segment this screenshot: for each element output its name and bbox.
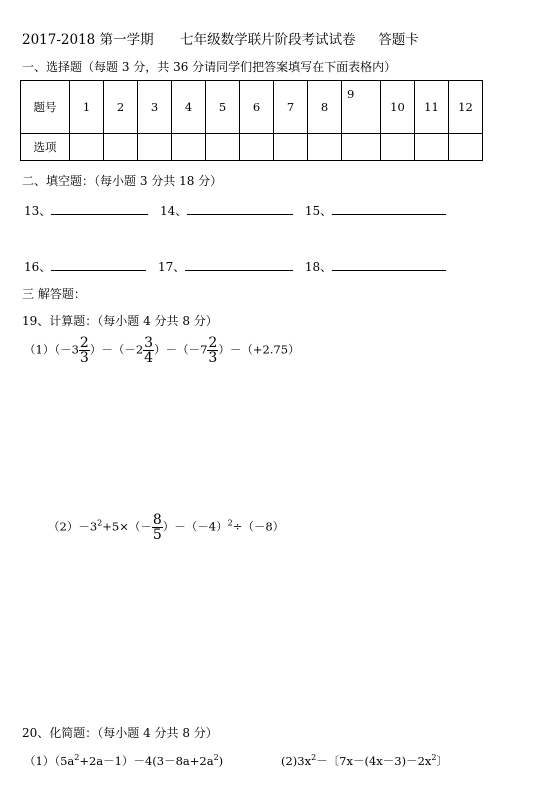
fraction-denominator: 3 — [79, 350, 89, 366]
expr-text: ）－（+2.75） — [218, 342, 300, 357]
fill-in-blank-15[interactable] — [332, 202, 446, 215]
answer-cell[interactable] — [70, 134, 104, 161]
term-label: 2017-2018 第一学期 — [22, 32, 154, 48]
question-number-cell: 5 — [206, 81, 240, 134]
fill-in-label-16: 16、 — [24, 260, 52, 274]
table-row-answers — [21, 134, 483, 161]
expr-text: ÷（－8） — [232, 519, 285, 534]
q19-part1-label: （1） — [24, 342, 55, 357]
question-number-cell: 12 — [449, 81, 483, 134]
fraction-denominator: 5 — [152, 527, 162, 543]
answer-card-label: 答题卡 — [378, 32, 419, 48]
fraction-numerator: 2 — [79, 335, 89, 351]
answer-table — [20, 80, 483, 161]
q19-part1-expression — [24, 336, 300, 365]
row-label-option: 选项 — [21, 134, 70, 161]
q20-part2-expression — [281, 753, 448, 769]
section-multiple-choice-title: 一、选择题（每题 3 分，共 36 分请同学们把答案填写在下面表格内） — [22, 60, 397, 74]
fraction — [152, 513, 163, 542]
fill-in-blank-17[interactable] — [185, 258, 293, 271]
exam-title: 七年级数学联片阶段考试试卷 — [180, 32, 356, 48]
expr-text: +2a－1）－4(3－8a+2a — [79, 754, 214, 768]
answer-cell[interactable] — [206, 134, 240, 161]
row-label-number: 题号 — [21, 81, 70, 134]
question-number-cell: 7 — [274, 81, 308, 134]
answer-cell[interactable] — [415, 134, 449, 161]
q20-title: 20、化简题：（每小题 4 分共 8 分） — [22, 726, 218, 740]
expr-text: (2)3x — [281, 754, 312, 768]
question-number-cell: 1 — [70, 81, 104, 134]
fill-in-row-1 — [24, 202, 446, 219]
q19-title: 19、计算题：（每小题 4 分共 8 分） — [22, 314, 218, 328]
question-number-cell: 4 — [172, 81, 206, 134]
expr-text: ) — [218, 754, 224, 768]
exponent: 2 — [97, 518, 103, 528]
expr-text: 〕 — [436, 754, 448, 768]
expr-text: ）－（－2 — [89, 342, 144, 357]
answer-cell[interactable] — [274, 134, 308, 161]
fraction — [143, 336, 154, 365]
fraction-denominator: 3 — [208, 350, 218, 366]
section-solve-title: 三 解答题： — [22, 287, 86, 301]
answer-cell[interactable] — [172, 134, 206, 161]
exponent: 2 — [213, 753, 219, 763]
section-fill-in-title: 二、填空题：（每小题 3 分共 18 分） — [22, 174, 223, 188]
expr-text: +5×（－ — [102, 519, 152, 534]
expr-text: （－3 — [54, 342, 79, 357]
header-line — [22, 28, 419, 48]
expr-text: （1）（5a — [24, 754, 75, 768]
fill-in-label-14: 14、 — [159, 204, 188, 218]
question-number-cell: 2 — [104, 81, 138, 134]
question-number-cell: 3 — [138, 81, 172, 134]
answer-cell[interactable] — [342, 134, 381, 161]
expr-text: ）－（－7 — [154, 342, 208, 357]
answer-cell[interactable] — [308, 134, 342, 161]
exponent: 2 — [227, 518, 233, 528]
fraction-numerator: 8 — [152, 512, 162, 528]
fill-in-label-17: 17、 — [157, 260, 186, 274]
answer-cell[interactable] — [381, 134, 415, 161]
fill-in-row-2 — [24, 258, 446, 275]
expr-text: ）－（－4） — [162, 519, 228, 534]
q19-part2-label: （2） — [48, 519, 79, 534]
answer-cell[interactable] — [138, 134, 172, 161]
fraction-numerator: 3 — [144, 335, 154, 351]
fraction-numerator: 2 — [208, 335, 218, 351]
fraction — [79, 336, 90, 365]
question-number-cell: 11 — [415, 81, 449, 134]
exponent: 2 — [74, 753, 80, 763]
fraction — [207, 336, 218, 365]
question-number-cell: 8 — [308, 81, 342, 134]
fill-in-blank-16[interactable] — [51, 258, 146, 271]
table-row-numbers — [21, 81, 483, 134]
fill-in-blank-18[interactable] — [332, 258, 446, 271]
question-number-cell: 9 — [342, 81, 381, 134]
question-number-cell: 10 — [381, 81, 415, 134]
fill-in-label-15: 15、 — [304, 204, 333, 218]
answer-cell[interactable] — [240, 134, 274, 161]
fraction-denominator: 4 — [144, 350, 154, 366]
exponent: 2 — [431, 753, 437, 763]
q19-part2-expression — [48, 513, 284, 542]
question-number-cell: 6 — [240, 81, 274, 134]
fill-in-label-13: 13、 — [24, 204, 52, 218]
expr-text: －3 — [78, 519, 98, 534]
fill-in-label-18: 18、 — [304, 260, 333, 274]
answer-cell[interactable] — [449, 134, 483, 161]
expr-text: －〔7x－(4x－3)－2x — [316, 754, 432, 768]
q20-part1-expression — [24, 753, 223, 769]
answer-cell[interactable] — [104, 134, 138, 161]
fill-in-blank-14[interactable] — [187, 202, 293, 215]
fill-in-blank-13[interactable] — [51, 202, 148, 215]
exponent: 2 — [311, 753, 317, 763]
